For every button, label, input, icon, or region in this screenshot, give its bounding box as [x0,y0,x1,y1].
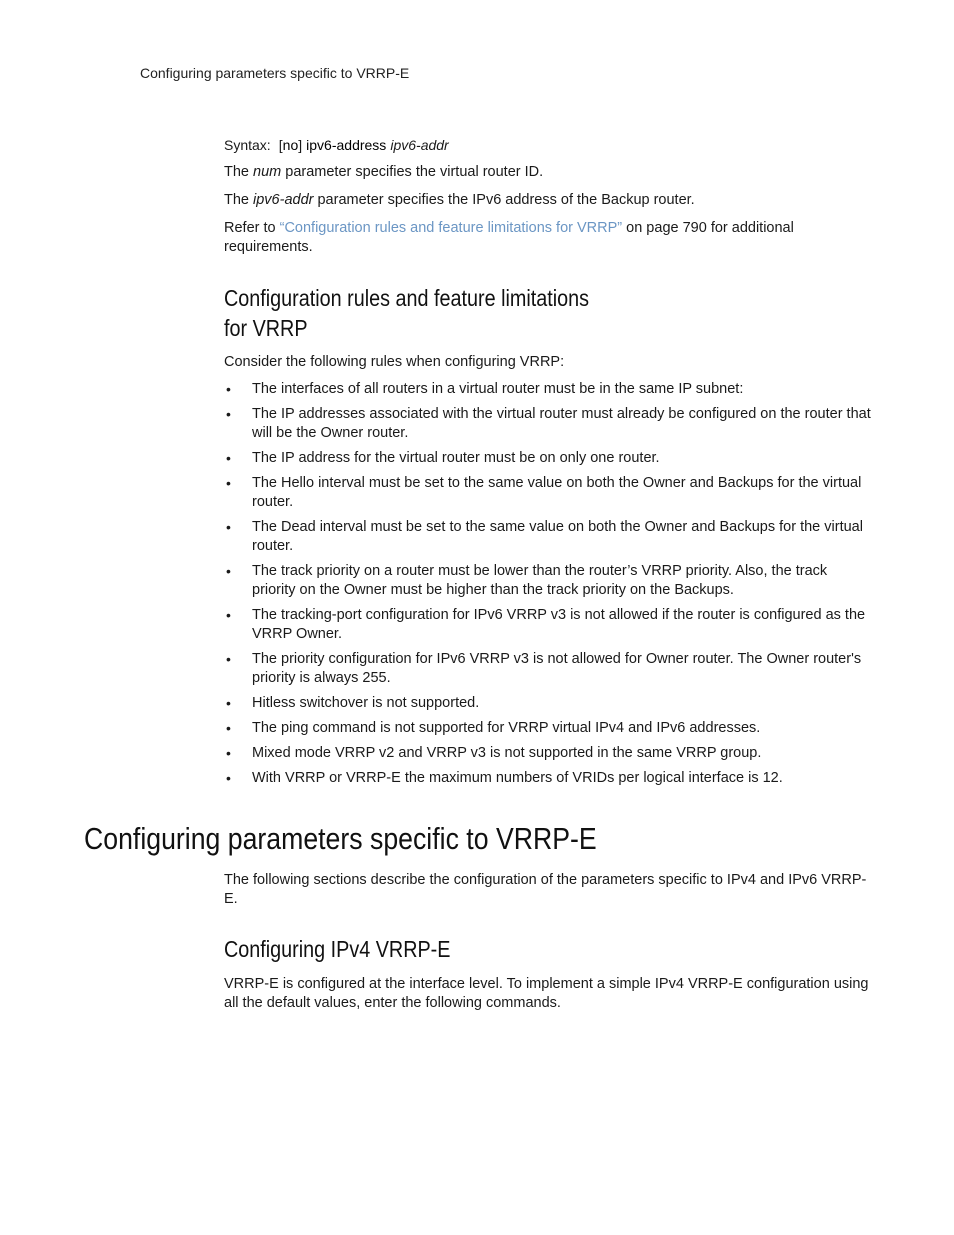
bullet-icon: • [226,475,231,491]
list-item-text: The ping command is not supported for VRRP virtual IPv4 and IPv6 addresses. [252,720,761,736]
section-heading-rules [224,283,628,343]
bullet-icon: • [226,563,231,579]
bullet-icon: • [226,770,231,786]
syntax-command: ipv6-address [306,137,387,153]
rules-list [224,380,874,794]
param-name: ipv6-addr [253,192,314,208]
bullet-icon: • [226,406,231,422]
list-item-text: Mixed mode VRRP v2 and VRRP v3 is not supported in the same VRRP group. [252,745,762,761]
list-item-text: The Hello interval must be set to the same value on both the Owner and Backups for the virtual router. [252,475,862,510]
num-param-description [224,163,874,182]
section-heading-ipv4: Configuring IPv4 VRRP-E [224,936,451,962]
list-item-text: The IP addresses associated with the virtual router must already be configured on the router that will be the Owner router. [252,406,871,441]
list-item [224,719,874,738]
vrrpe-intro: The following sections describe the configuration of the parameters specific to IPv4 and IPv6 VRRP-E. [224,872,867,907]
list-item [224,405,874,443]
bullet-icon: • [226,450,231,466]
list-item-text: The tracking-port configuration for IPv6 VRRP v3 is not allowed if the router is configured as the VRRP Owner. [252,607,866,642]
text-span: parameter specifies the IPv6 address of the Backup router. [313,192,695,208]
heading-line-2: for VRRP [224,315,308,341]
list-item [224,449,874,468]
list-item-text: Hitless switchover is not supported. [252,695,480,711]
list-item [224,694,874,713]
list-item [224,562,874,600]
bullet-icon: • [226,519,231,535]
syntax-param: ipv6-addr [390,137,449,153]
list-item-text: The Dead interval must be set to the same value on both the Owner and Backups for the virtual router. [252,519,863,554]
bullet-icon: • [226,720,231,736]
list-item-text: The track priority on a router must be lower than the router’s VRRP priority. Also, the track priority on the Owner must be higher than the track priority on the Backups. [252,563,828,598]
text-span: parameter specifies the virtual router ID. [281,164,544,180]
syntax-label: Syntax: [224,137,271,153]
bullet-icon: • [226,607,231,623]
list-item [224,606,874,644]
text-span: Refer to [224,220,280,236]
bullet-icon: • [226,651,231,667]
rules-intro: Consider the following rules when configuring VRRP: [224,354,565,370]
text-span: The [224,164,254,180]
text-span: The [224,192,254,208]
running-head: Configuring parameters specific to VRRP-E [140,65,410,81]
cross-reference-link[interactable]: “Configuration rules and feature limitations for VRRP” [279,220,623,236]
heading-line-1: Configuration rules and feature limitations [224,285,590,311]
list-item [224,474,874,512]
addr-param-description [224,191,874,210]
bullet-icon: • [226,381,231,397]
bullet-icon: • [226,695,231,711]
list-item-text: With VRRP or VRRP-E the maximum numbers of VRIDs per logical interface is 12. [252,770,783,786]
syntax-close-bracket: ] [298,137,303,153]
list-item [224,380,874,399]
list-item-text: The interfaces of all routers in a virtual router must be in the same IP subnet: [252,381,744,397]
param-name: num [253,164,282,180]
ipv4-body: VRRP-E is configured at the interface level. To implement a simple IPv4 VRRP-E configuration using all the default values, enter the following commands. [224,976,869,1011]
list-item-text: The priority configuration for IPv6 VRRP v3 is not allowed for Owner router. The Owner router's priority is always 255. [252,651,862,686]
syntax-no-keyword: no [282,137,299,153]
list-item [224,518,874,556]
list-item-text: The IP address for the virtual router must be on only one router. [252,450,660,466]
text-span: on page 790 for additional requirements. [224,220,794,255]
list-item [224,769,874,788]
list-item [224,650,874,688]
cross-reference-paragraph [224,219,874,257]
list-item [224,744,874,763]
section-heading-vrrpe: Configuring parameters specific to VRRP-E [84,821,597,856]
bullet-icon: • [226,745,231,761]
syntax-line [224,136,874,156]
syntax-open-bracket: [ [278,137,283,153]
